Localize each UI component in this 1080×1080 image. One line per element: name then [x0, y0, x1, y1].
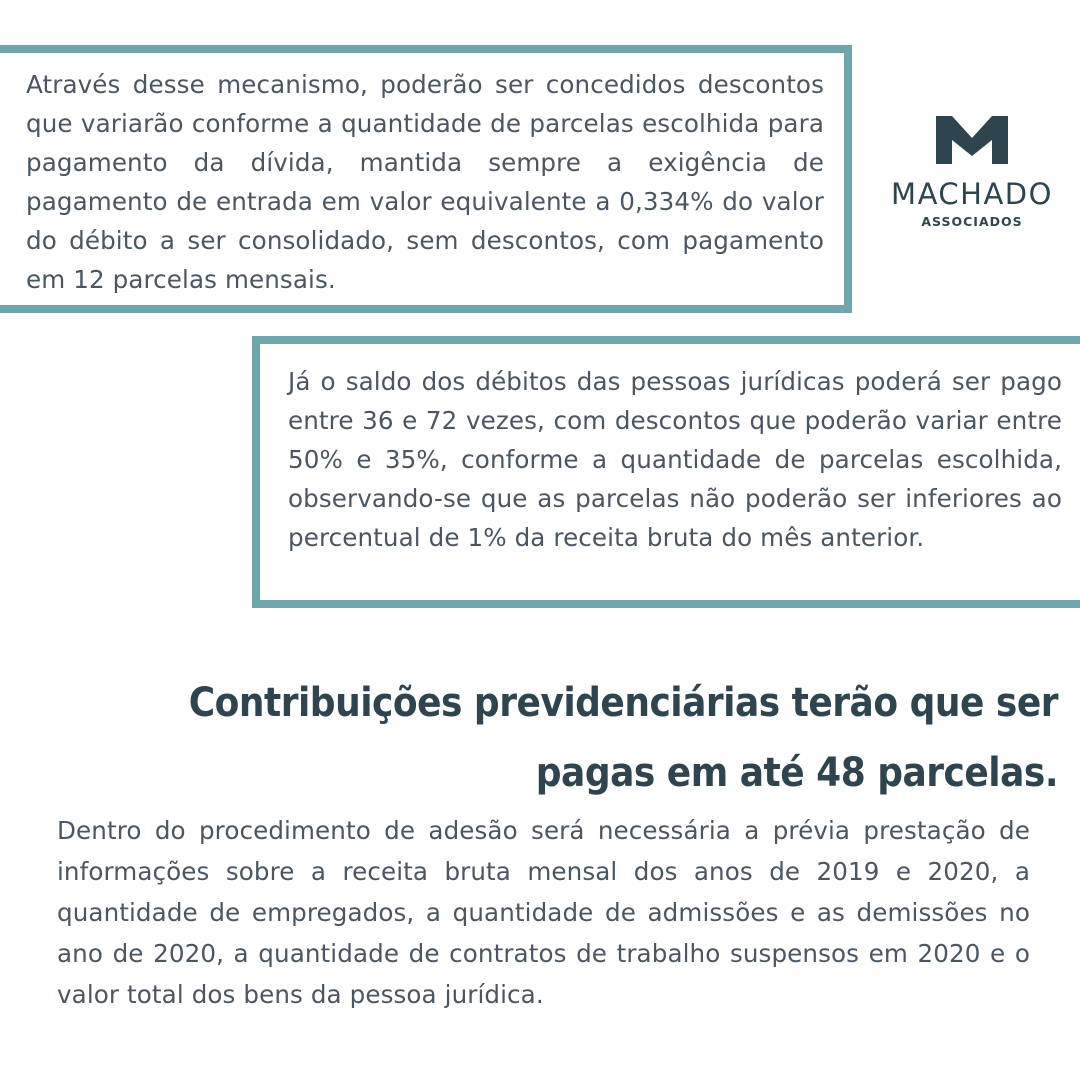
paragraph-adhesion: Dentro do procedimento de adesão será necessária a prévia prestação de informações sobre a receita bruta mensal dos anos de 2019 e 2020, a quantidade de empregados, a quantidade de admissões e as demissões no ano de 2020, a quantidade de contratos de trabalho suspensos em 2020 e o valor total dos bens da pessoa jurídica.: [57, 816, 1030, 1009]
heading-line-1: Contribuições previdenciárias terão que ser: [188, 680, 1058, 726]
heading-line-2: pagas em até 48 parcelas.: [535, 750, 1058, 796]
machado-m-icon: [936, 116, 1008, 164]
paragraph-discounts: Através desse mecanismo, poderão ser concedidos descontos que variarão conforme a quantidade de parcelas escolhida para pagamento da dívida, mantida sempre a exigência de pagamento de entrada em valor equivalente a 0,334% do valor do débito a ser consolidado, sem descontos, com pagamento em 12 parcelas mensais.: [26, 70, 824, 294]
info-box-top: [0, 45, 852, 313]
info-box-middle: [252, 336, 1080, 608]
paragraph-legal-entities: Já o saldo dos débitos das pessoas jurídicas poderá ser pago entre 36 e 72 vezes, com descontos que poderão variar entre 50% e 35%, conforme a quantidade de parcelas escolhida, observando-se que as parcelas não poderão ser inferiores ao percentual de 1% da receita bruta do mês anterior.: [288, 367, 1062, 552]
section-heading: [58, 668, 1058, 808]
logo-name: MACHADO: [891, 177, 1053, 211]
company-logo: [888, 116, 1056, 229]
logo-subtitle: ASSOCIADOS: [921, 214, 1023, 229]
